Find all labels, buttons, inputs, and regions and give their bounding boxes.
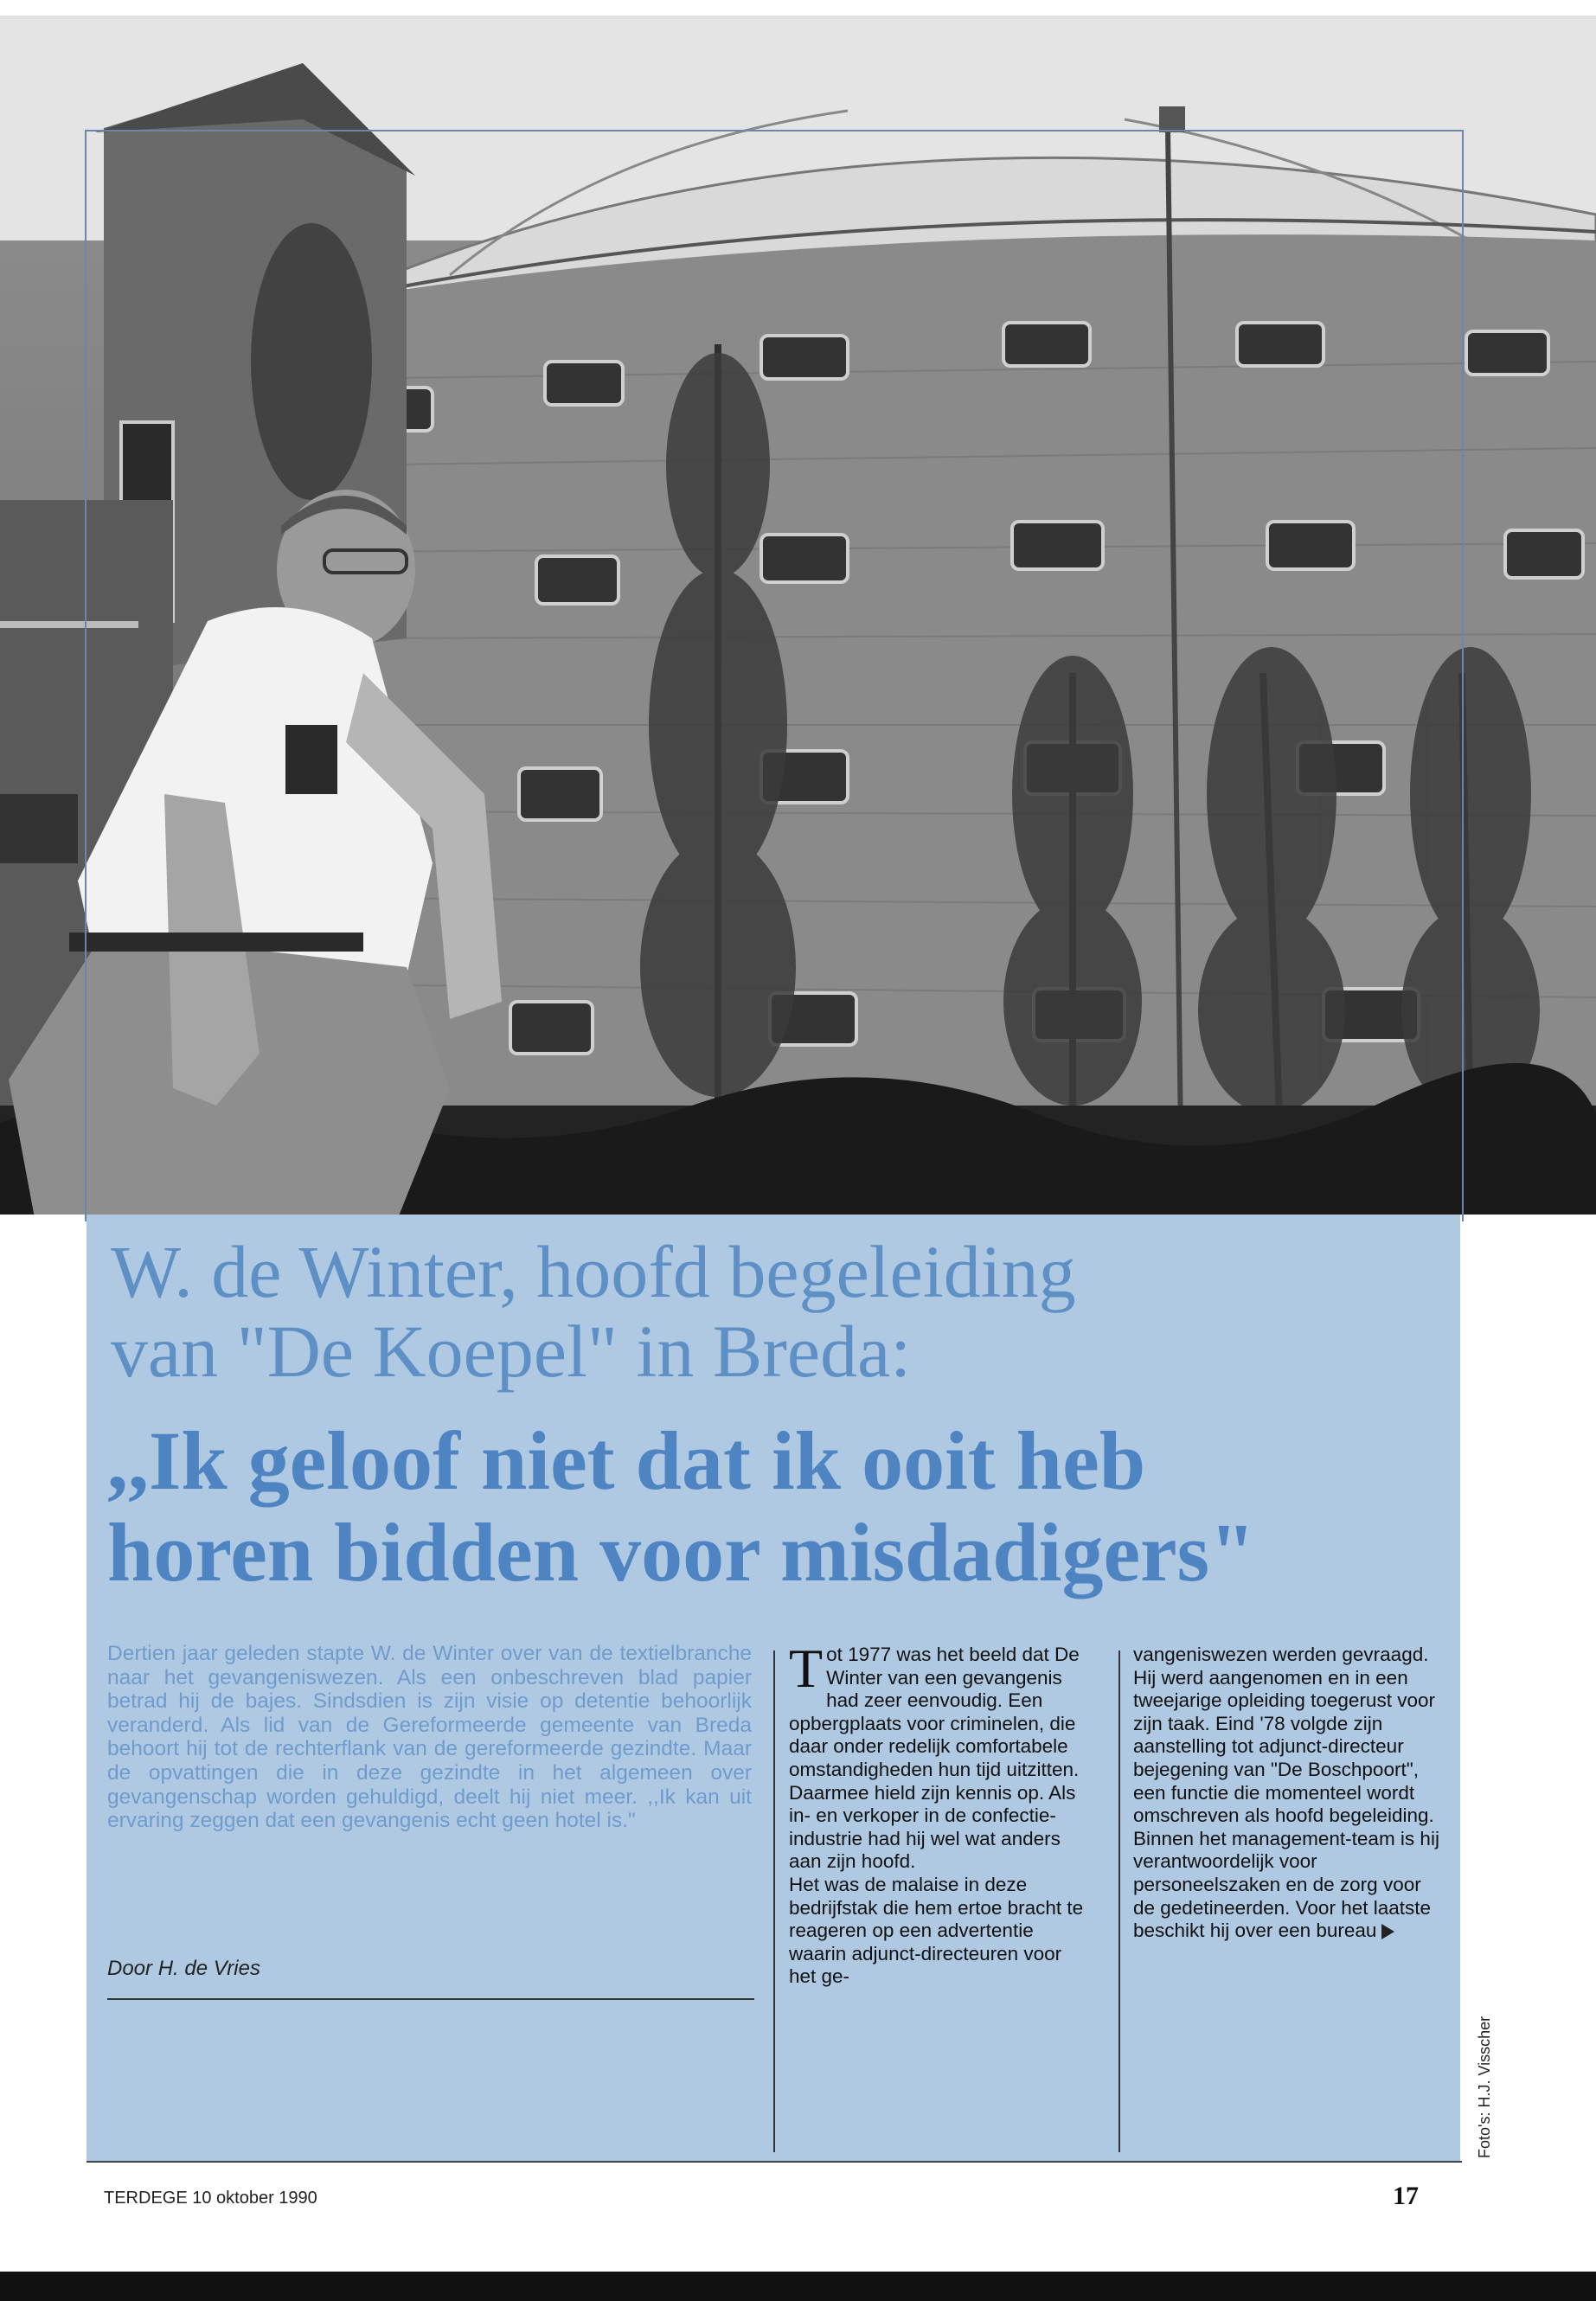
byline: Door H. de Vries <box>107 1957 260 1980</box>
column2-text-b: Binnen het management-team is hij verantwoordelijk voor personeelszaken en de zorg voor de gedetineerden. Voor het laatste beschikt hij over een bureau <box>1133 1827 1439 1942</box>
byline-rule <box>107 1998 754 2000</box>
footer-rule <box>87 2161 1462 2163</box>
article-column-1 <box>789 1638 1092 1989</box>
scan-edge-bar <box>0 2272 1596 2301</box>
dropcap: T <box>789 1638 824 1699</box>
headline-line-2: van "De Koepel" in Breda: <box>111 1310 912 1393</box>
photo-credit: Foto's: H.J. Visscher <box>1476 2016 1493 2158</box>
headline-line-1: W. de Winter, hoofd begeleiding <box>111 1230 1076 1313</box>
column1-text-a: ot 1977 was het beeld dat De Winter van een gevangenis had zeer eenvoudig. Een opbergplaats voor criminelen, die daar onder redelijk comfortabele omstandigheden hun tijd uitzitten. Daarmee hield zijn kennis op. Als in- en verkoper in de confectie-industrie had hij wel wat anders aan zijn hoofd. <box>789 1644 1080 1873</box>
headline-line-4: horen bidden voor misdadigers" <box>107 1506 1256 1599</box>
headline-line-3: ,,Ik geloof niet dat ik ooit heb <box>107 1414 1146 1507</box>
column2-text-a: vangeniswezen werden gevraagd. Hij werd aangenomen en in een tweejarige opleiding toegerust voor zijn taak. Eind '78 volgde zijn aanstelling tot adjunct-directeur bejegening van "De Boschpoort", een functie die momenteel wordt omschreven als hoofd begeleiding. <box>1133 1644 1435 1827</box>
column-divider-1 <box>773 1650 775 2152</box>
page-number: 17 <box>1393 2182 1419 2210</box>
column-divider-2 <box>1118 1650 1120 2152</box>
publication-info: TERDEGE 10 oktober 1990 <box>104 2189 317 2208</box>
column1-text-b: Het was de malaise in deze bedrijfstak die hem ertoe bracht te reageren op een advertentie waarin adjunct-directeuren voor het ge- <box>789 1873 1084 1988</box>
continue-arrow-icon <box>1381 1924 1394 1939</box>
photo-frame-line <box>85 130 1464 1221</box>
headline-quote <box>107 1415 1439 1599</box>
intro-paragraph: Dertien jaar geleden stapte W. de Winter over van de textielbranche naar het gevangeniswezen. Als een onbeschreven blad papier betrad hij de bajes. Sindsdien is zijn visie op detentie behoorlijk veranderd. Als lid van de Gereformeerde gemeente van Breda behoort hij tot de rechterflank van de gereformeerde gezindte. Maar de opvattingen die in deze gezindte in het algemeen over gevangenschap worden gehuldigd, deelt hij niet meer. ,,Ik kan uit ervaring zeggen dat een gevangenis echt geen hotel is." <box>107 1642 752 1833</box>
article-column-2 <box>1133 1644 1445 1943</box>
headline-subtitle <box>111 1232 1426 1391</box>
